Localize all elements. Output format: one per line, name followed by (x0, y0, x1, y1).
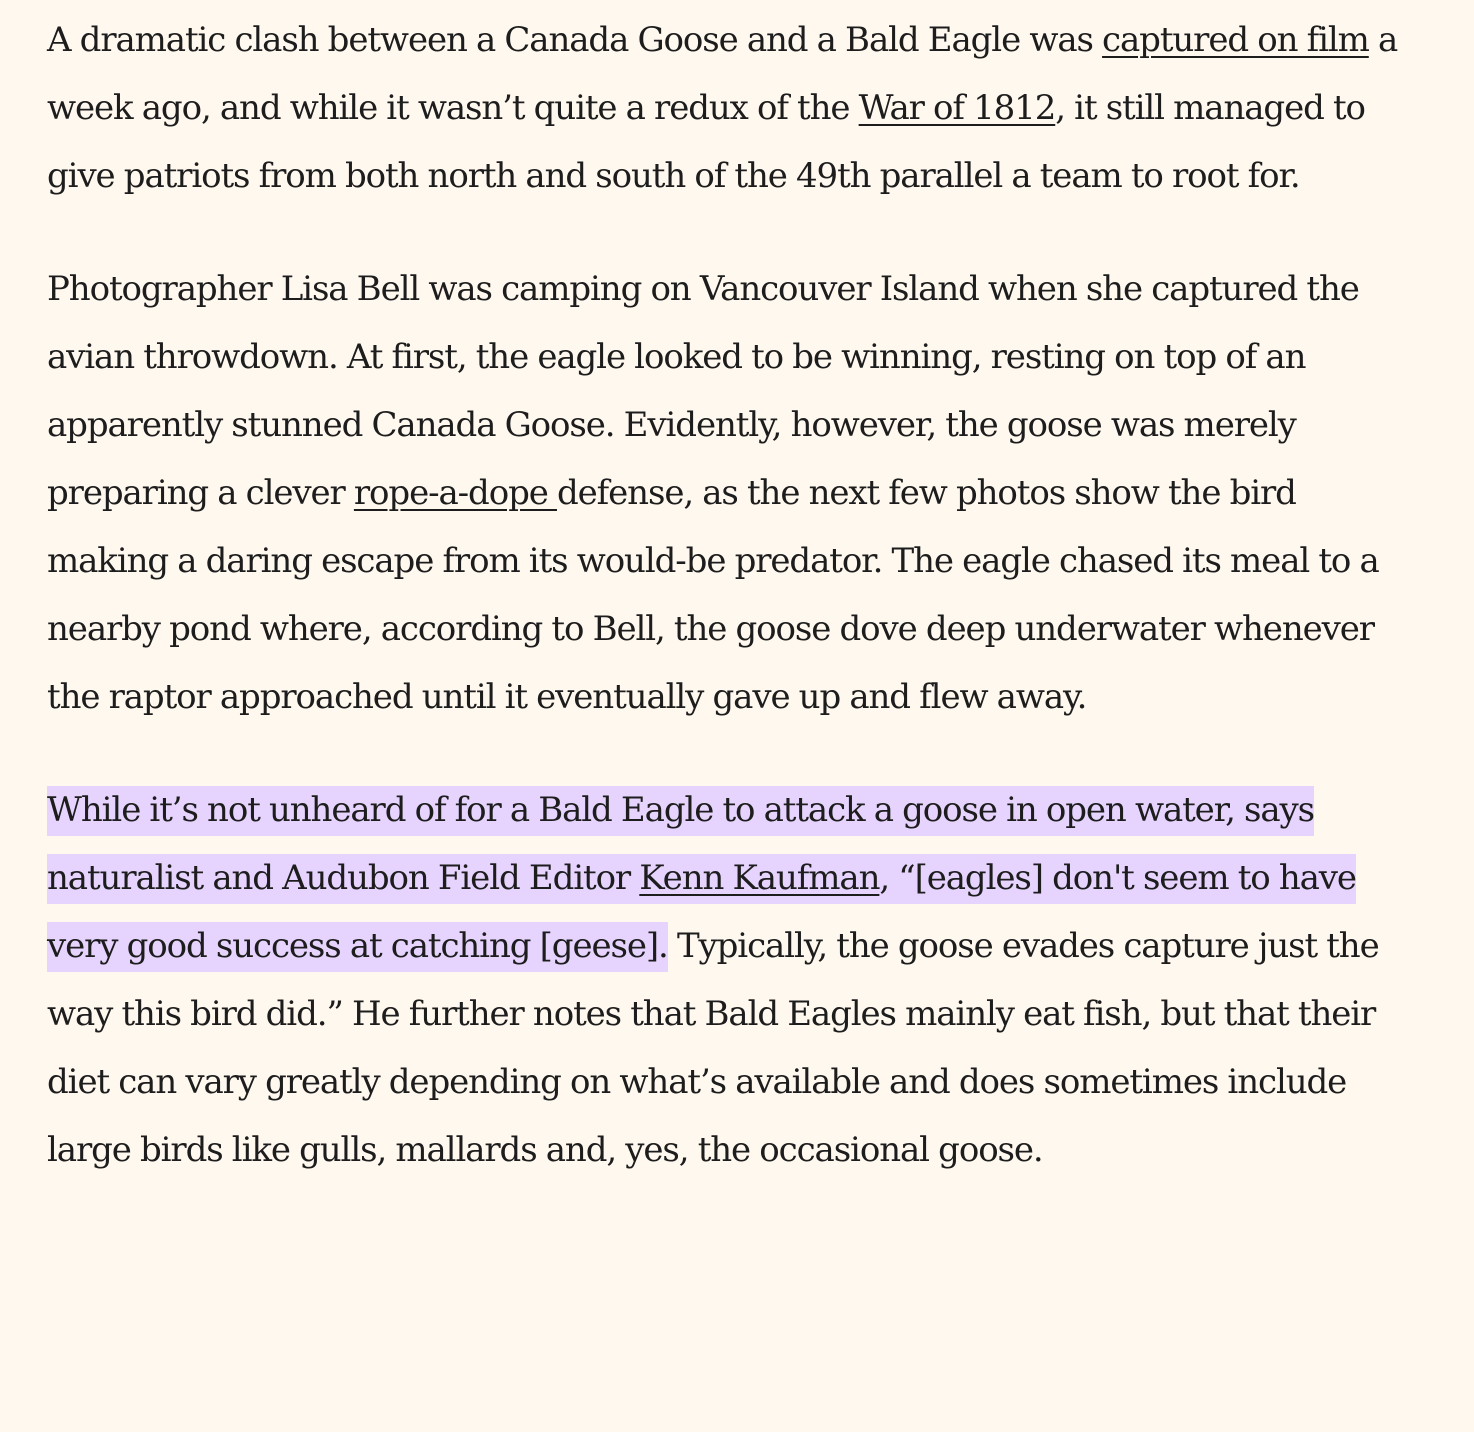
paragraph-text: a week ago, and while it wasn’t quite a redux of the (47, 20, 1398, 128)
highlighted-text-part: , “[eagles] don't seem to have very good success at catching [geese]. (47, 858, 1356, 966)
paragraph-intro (47, 0, 1426, 210)
link-rope-a-dope[interactable]: rope-a-dope (353, 473, 557, 513)
paragraph-kaufman-quote (47, 776, 1426, 1184)
paragraph-text: Typically, the goose evades capture just the way this bird did.” He further notes that Bald Eagles mainly eat fish, but that their diet can vary greatly depending on what’s available and does sometimes include large birds like gulls, mallards and, yes, the occasional goose. (47, 926, 1379, 1170)
link-captured-on-film[interactable]: captured on film (1102, 20, 1369, 60)
link-war-of-1812[interactable]: War of 1812 (858, 88, 1056, 128)
highlighted-text-part: While it’s not unheard of for a Bald Eagle to attack a goose in open water, says naturalist and Audubon Field Editor (47, 790, 1315, 898)
paragraph-text: , it still managed to give patriots from both north and south of the 49th parallel a team to root for. (47, 88, 1365, 196)
paragraph-text: A dramatic clash between a Canada Goose and a Bald Eagle was (47, 20, 1103, 60)
link-kenn-kaufman[interactable]: Kenn Kaufman (639, 858, 880, 898)
paragraph-photographer (47, 255, 1426, 731)
paragraph-text: defense, as the next few photos show the bird making a daring escape from its would-be predator. The eagle chased its meal to a nearby pond where, according to Bell, the goose dove deep underwater whenever the raptor approached until it eventually gave up and flew away. (47, 473, 1379, 717)
paragraph-text: Photographer Lisa Bell was camping on Vancouver Island when she captured the avian throwdown. At first, the eagle looked to be winning, resting on top of an apparently stunned Canada Goose. Evidently, however, the goose was merely preparing a clever (47, 269, 1359, 513)
